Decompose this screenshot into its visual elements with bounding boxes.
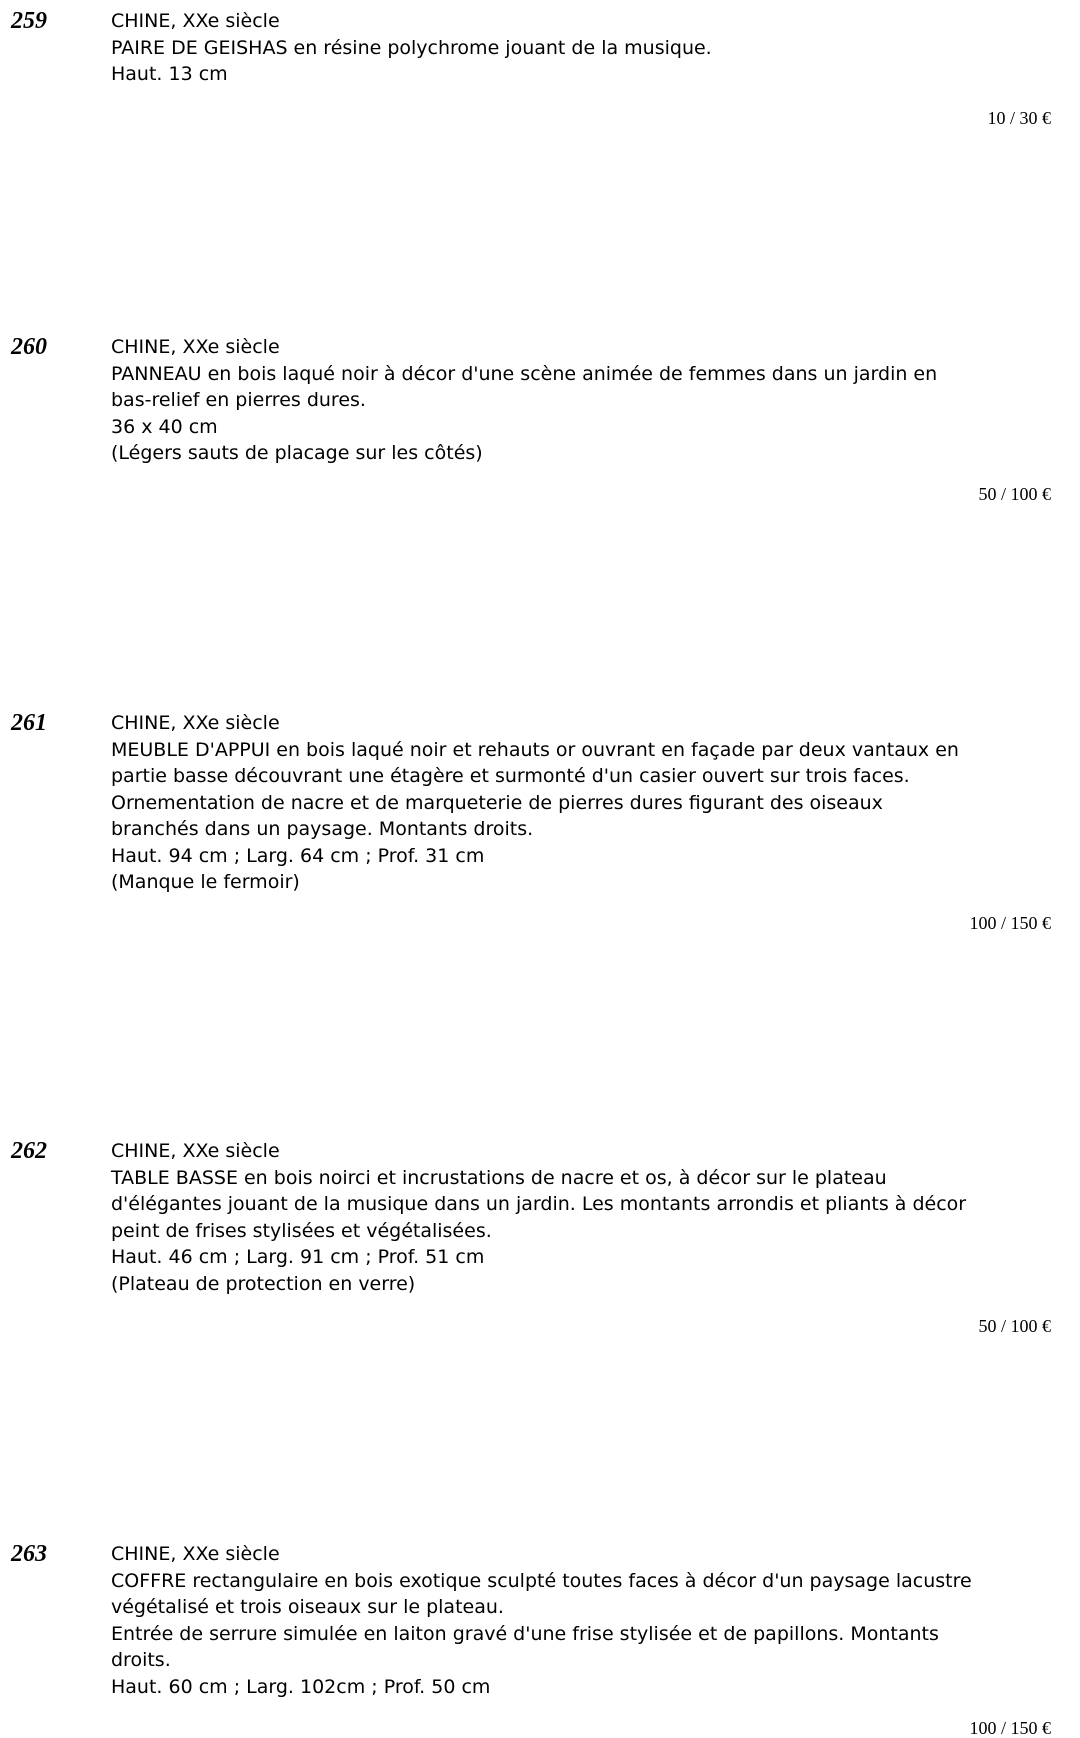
- lot-condition: (Manque le fermoir): [111, 871, 300, 893]
- lot-estimate: 10 / 30 €: [987, 108, 1051, 128]
- lot-description-line: Entrée de serrure simulée en laiton gravé d'une frise stylisée et de papillons. Montants: [111, 1622, 939, 1645]
- lot-title-line: PANNEAU en bois laqué noir à décor d'une scène animée de femmes dans un jardin en: [111, 362, 938, 385]
- lot-period: CHINE, XXe siècle: [111, 712, 280, 734]
- lot-period: CHINE, XXe siècle: [111, 1543, 280, 1565]
- lot-description-line: branchés dans un paysage. Montants droits.: [111, 818, 534, 840]
- lot-description-line: partie basse découvrant une étagère et surmonté d'un casier ouvert sur trois faces.: [111, 765, 910, 787]
- lot-estimate: 100 / 150 €: [969, 913, 1051, 933]
- lot-description: [111, 710, 1079, 896]
- lot-title-line: COFFRE rectangulaire en bois exotique sculpté toutes faces à décor d'un paysage lacustre: [111, 1569, 972, 1592]
- lot-dimensions: Haut. 94 cm ; Larg. 64 cm ; Prof. 31 cm: [111, 844, 485, 867]
- lot-description-line: végétalisé et trois oiseaux sur le plateau.: [111, 1596, 504, 1618]
- lot-estimate: 50 / 100 €: [978, 484, 1051, 504]
- lot-period: CHINE, XXe siècle: [111, 1140, 280, 1162]
- lot-dimensions: Haut. 60 cm ; Larg. 102cm ; Prof. 50 cm: [111, 1675, 491, 1698]
- lot-description-line: peint de frises stylisées et végétalisées.: [111, 1219, 492, 1242]
- lot-dimensions: Haut. 13 cm: [111, 63, 228, 85]
- lot-period: CHINE, XXe siècle: [111, 10, 280, 32]
- lot-title-line: MEUBLE D'APPUI en bois laqué noir et rehauts or ouvrant en façade par deux vantaux en: [111, 738, 959, 761]
- lot-description: [111, 1541, 1079, 1700]
- lot-dimensions: 36 x 40 cm: [111, 415, 218, 438]
- lot-number: 259: [11, 8, 47, 34]
- lot-description: [111, 8, 1079, 88]
- lot-condition: (Plateau de protection en verre): [111, 1272, 416, 1295]
- lot-number: 260: [11, 334, 47, 360]
- lot-description-line: bas-relief en pierres dures.: [111, 389, 366, 411]
- lot-number: 262: [11, 1138, 47, 1164]
- lot-estimate: 50 / 100 €: [978, 1316, 1051, 1336]
- lot-dimensions: Haut. 46 cm ; Larg. 91 cm ; Prof. 51 cm: [111, 1246, 485, 1268]
- lot-description-line: droits.: [111, 1649, 171, 1671]
- lot-condition: (Légers sauts de placage sur les côtés): [111, 442, 483, 464]
- lot-description: [111, 334, 1079, 467]
- lot-number: 261: [11, 710, 47, 736]
- lot-description-line: Ornementation de nacre et de marqueterie de pierres dures figurant des oiseaux: [111, 791, 883, 814]
- lot-number: 263: [11, 1541, 47, 1567]
- lot-title-line: PAIRE DE GEISHAS en résine polychrome jouant de la musique.: [111, 36, 712, 59]
- lot-description: [111, 1138, 1079, 1297]
- lot-period: CHINE, XXe siècle: [111, 336, 280, 358]
- lot-description-line: d'élégantes jouant de la musique dans un jardin. Les montants arrondis et pliants à décor: [111, 1193, 967, 1215]
- lot-estimate: 100 / 150 €: [969, 1718, 1051, 1738]
- lot-title-line: TABLE BASSE en bois noirci et incrustations de nacre et os, à décor sur le plateau: [111, 1166, 887, 1189]
